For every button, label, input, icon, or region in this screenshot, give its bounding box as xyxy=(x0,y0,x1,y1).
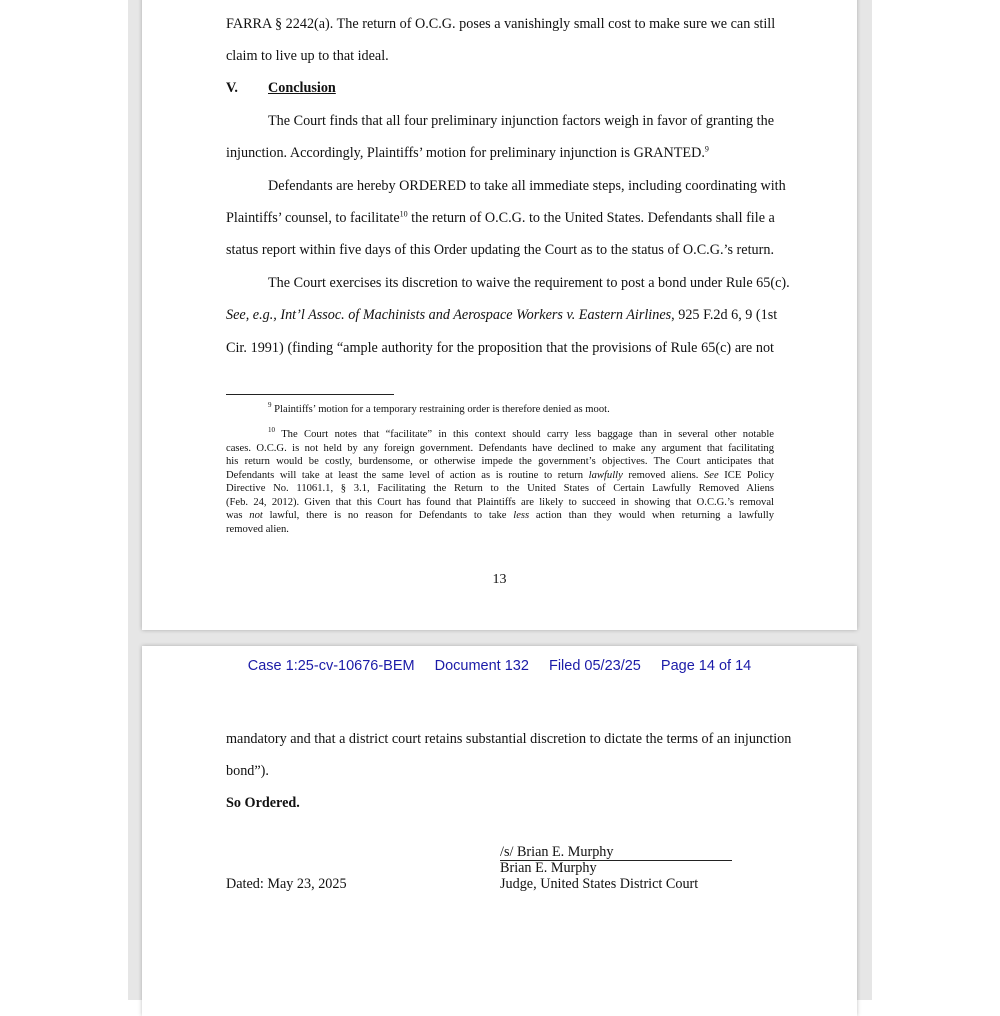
text-run: Defendants will take at least the same level of action as is routine to return xyxy=(226,469,589,481)
footnote-ref-9[interactable]: 9 xyxy=(704,144,709,154)
signature: /s/ Brian E. Murphy xyxy=(500,844,732,861)
text-line: FARRA § 2242(a). The return of O.C.G. poses a vanishingly small cost to make sure we can still xyxy=(226,16,776,32)
text-run: The Court notes that “facilitate” in this context should carry less baggage than in several other notable xyxy=(281,429,774,440)
judge-name: Brian E. Murphy xyxy=(500,860,597,876)
footnote-line: his return would be costly, burdensome, or otherwise impede the government’s objectives. The Court anticipates that xyxy=(226,456,774,467)
text-run: lawfully xyxy=(588,469,623,481)
text-line: mandatory and that a district court retains substantial discretion to dictate the terms of an injunction xyxy=(226,731,792,747)
text-run: not xyxy=(249,510,263,521)
judge-title: Judge, United States District Court xyxy=(500,876,699,892)
page-number: 13 xyxy=(492,572,507,587)
footnote-line: cases. O.C.G. is not held by any foreign government. Defendants have declined to make any argument that facilitating xyxy=(226,442,774,454)
text-line: bond”). xyxy=(226,763,269,779)
footnote-separator xyxy=(226,394,394,395)
so-ordered: So Ordered. xyxy=(226,795,300,811)
page-14 xyxy=(142,646,857,1016)
page-13 xyxy=(142,0,857,630)
footnote-number: 9 xyxy=(268,401,272,410)
text-line xyxy=(226,145,774,161)
text-run: ICE Policy xyxy=(718,469,774,481)
footnote-line: (Feb. 24, 2012). Given that this Court has found that Plaintiffs are likely to succeed in showing that O.C.G.’s removal xyxy=(226,496,774,508)
text-line: claim to live up to that ideal. xyxy=(226,48,389,64)
footnote-line: removed alien. xyxy=(226,523,289,535)
text-run: injunction. Accordingly, Plaintiffs’ motion for preliminary injunction is GRANTED. xyxy=(226,145,705,161)
document-number: Document 132 xyxy=(434,658,529,674)
text-run: , 925 F.2d 6, 9 (1st xyxy=(671,307,778,323)
ecf-header xyxy=(142,658,857,674)
text-line: status report within five days of this Order updating the Court as to the status of O.C.G.’s return. xyxy=(226,242,774,258)
page-count: Page 14 of 14 xyxy=(660,658,752,674)
signature-block xyxy=(500,844,732,861)
text-run: less xyxy=(513,510,530,521)
section-heading: Conclusion xyxy=(268,80,336,96)
footnote-text: Plaintiffs’ motion for a temporary restraining order is therefore denied as moot. xyxy=(274,404,610,415)
footnote-line xyxy=(226,469,774,483)
footnote-9 xyxy=(226,403,774,417)
text-line: The Court finds that all four preliminary injunction factors weigh in favor of granting the xyxy=(268,113,774,129)
footnote-number: 10 xyxy=(268,426,275,435)
text-line xyxy=(226,210,774,226)
text-line: The Court exercises its discretion to waive the requirement to post a bond under Rule 65(c). xyxy=(268,275,790,291)
text-run: Plaintiffs’ counsel, to facilitate xyxy=(226,210,400,226)
text-run: was xyxy=(226,510,250,521)
text-line: Cir. 1991) (finding “ample authority for the proposition that the provisions of Rule 65(c) are not xyxy=(226,340,774,356)
text-line xyxy=(226,307,778,323)
footnote-line xyxy=(226,509,774,523)
text-run: action than they would when returning a lawfully xyxy=(529,510,775,521)
text-run: See xyxy=(703,469,719,481)
case-number: Case 1:25-cv-10676-BEM xyxy=(247,658,415,674)
text-run: removed aliens. xyxy=(622,469,704,481)
filed-date: Filed 05/23/25 xyxy=(548,658,641,674)
text-run: the return of O.C.G. to the United States. Defendants shall file a xyxy=(407,210,775,226)
footnote-10 xyxy=(226,428,774,536)
text-run: lawful, there is no reason for Defendants to take xyxy=(262,510,514,521)
footnote-line xyxy=(226,428,774,442)
case-citation: See, e.g., Int’l Assoc. of Machinists and Aerospace Workers v. Eastern Airlines xyxy=(226,307,672,323)
footnote-line: Directive No. 11061.1, § 3.1, Facilitating the Return to the United States of Certain Lawfully Removed Aliens xyxy=(226,483,774,494)
footnote-ref-10[interactable]: 10 xyxy=(399,209,408,219)
text-line: Defendants are hereby ORDERED to take all immediate steps, including coordinating with xyxy=(268,178,786,194)
section-number: V. xyxy=(226,80,238,96)
dated: Dated: May 23, 2025 xyxy=(226,876,347,892)
